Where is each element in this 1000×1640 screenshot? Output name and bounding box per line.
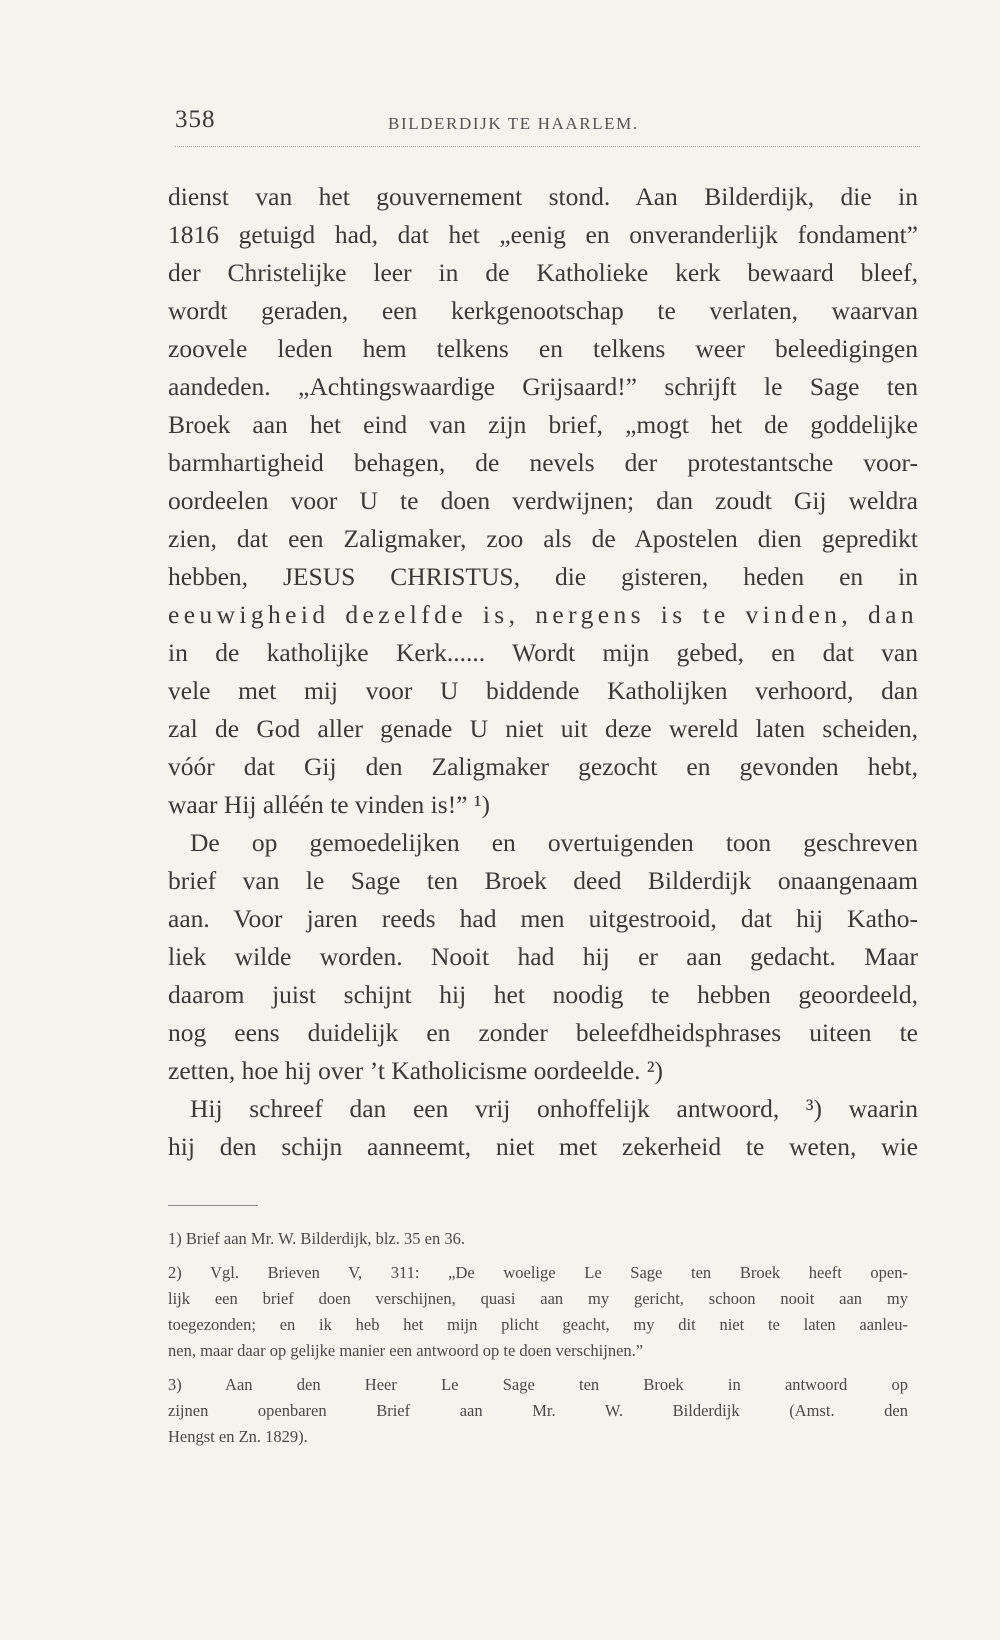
body-line: zetten, hoe hij over ’t Katholicisme oordeelde. ²) [168, 1056, 664, 1085]
page-number: 358 [175, 106, 216, 133]
body-line: wordt geraden, een kerkgenootschap te verlaten, waarvan [168, 296, 918, 325]
footnote-line: Hengst en Zn. 1829). [168, 1427, 308, 1446]
body-line: zien, dat een Zaligmaker, zoo als de Apostelen dien gepredikt [168, 524, 918, 553]
footnote-line: 2) Vgl. Brieven V, 311: „De woelige Le Sage ten Broek heeft open- [168, 1263, 908, 1282]
footnote-line: toegezonden; en ik heb het mijn plicht geacht, my dit niet te laten aanleu- [168, 1315, 908, 1334]
footnote-line: 3) Aan den Heer Le Sage ten Broek in antwoord op [168, 1375, 908, 1394]
body-line: vele met mij voor U biddende Katholijken verhoord, dan [168, 676, 918, 705]
running-title: BILDERDIJK TE HAARLEM. [388, 114, 639, 133]
body-line: hij den schijn aanneemt, niet met zekerheid te weten, wie [168, 1132, 918, 1161]
body-line: vóór dat Gij den Zaligmaker gezocht en gevonden hebt, [168, 752, 918, 781]
running-head [175, 100, 920, 140]
body-line: De op gemoedelijken en overtuigenden toon geschreven [190, 828, 918, 857]
body-line: waar Hij alléén te vinden is!” ¹) [168, 790, 491, 819]
body-line: Hij schreef dan een vrij onhoffelijk antwoord, ³) waarin [190, 1094, 918, 1123]
body-line: Broek aan het eind van zijn brief, „mogt het de goddelijke [168, 410, 918, 439]
body-line: zal de God aller genade U niet uit deze wereld laten scheiden, [168, 714, 918, 743]
footnote-line: nen, maar daar op gelijke manier een antwoord op te doen verschijnen.” [168, 1341, 644, 1360]
body-line: nog eens duidelijk en zonder beleefdheidsphrases uiteen te [168, 1018, 918, 1047]
footnote-line: lijk een brief doen verschijnen, quasi aan my gericht, schoon nooit aan my [168, 1289, 908, 1308]
body-line: eeuwigheid dezelfde is, nergens is te vinden, dan [168, 600, 918, 629]
footnote-line: 1) Brief aan Mr. W. Bilderdijk, blz. 35 en 36. [168, 1229, 465, 1248]
body-text [168, 178, 918, 1166]
body-line: daarom juist schijnt hij het noodig te hebben geoordeeld, [168, 980, 918, 1009]
body-line: liek wilde worden. Nooit had hij er aan gedacht. Maar [168, 942, 918, 971]
body-line: aandeden. „Achtingswaardige Grijsaard!” schrijft le Sage ten [168, 372, 918, 401]
body-line: zoovele leden hem telkens en telkens weer beleedigingen [168, 334, 918, 363]
footnotes [168, 1226, 908, 1450]
body-line: hebben, JESUS CHRISTUS, die gisteren, heden en in [168, 562, 918, 591]
body-line: dienst van het gouvernement stond. Aan Bilderdijk, die in [168, 182, 918, 211]
body-line: brief van le Sage ten Broek deed Bilderdijk onaangenaam [168, 866, 918, 895]
footnote-gap [168, 1252, 908, 1260]
body-line: 1816 getuigd had, dat het „eenig en onveranderlijk fondament” [168, 220, 918, 249]
body-line: barmhartigheid behagen, de nevels der protestantsche voor- [168, 448, 918, 477]
footnote-rule [168, 1205, 258, 1206]
body-line: in de katholijke Kerk...... Wordt mijn gebed, en dat van [168, 638, 918, 667]
body-line: aan. Voor jaren reeds had men uitgestrooid, dat hij Katho- [168, 904, 918, 933]
footnote-gap [168, 1364, 908, 1372]
header-rule [175, 146, 920, 147]
body-line: oordeelen voor U te doen verdwijnen; dan zoudt Gij weldra [168, 486, 918, 515]
footnote-line: zijnen openbaren Brief aan Mr. W. Bilderdijk (Amst. den [168, 1401, 908, 1420]
body-line: der Christelijke leer in de Katholieke kerk bewaard bleef, [168, 258, 918, 287]
